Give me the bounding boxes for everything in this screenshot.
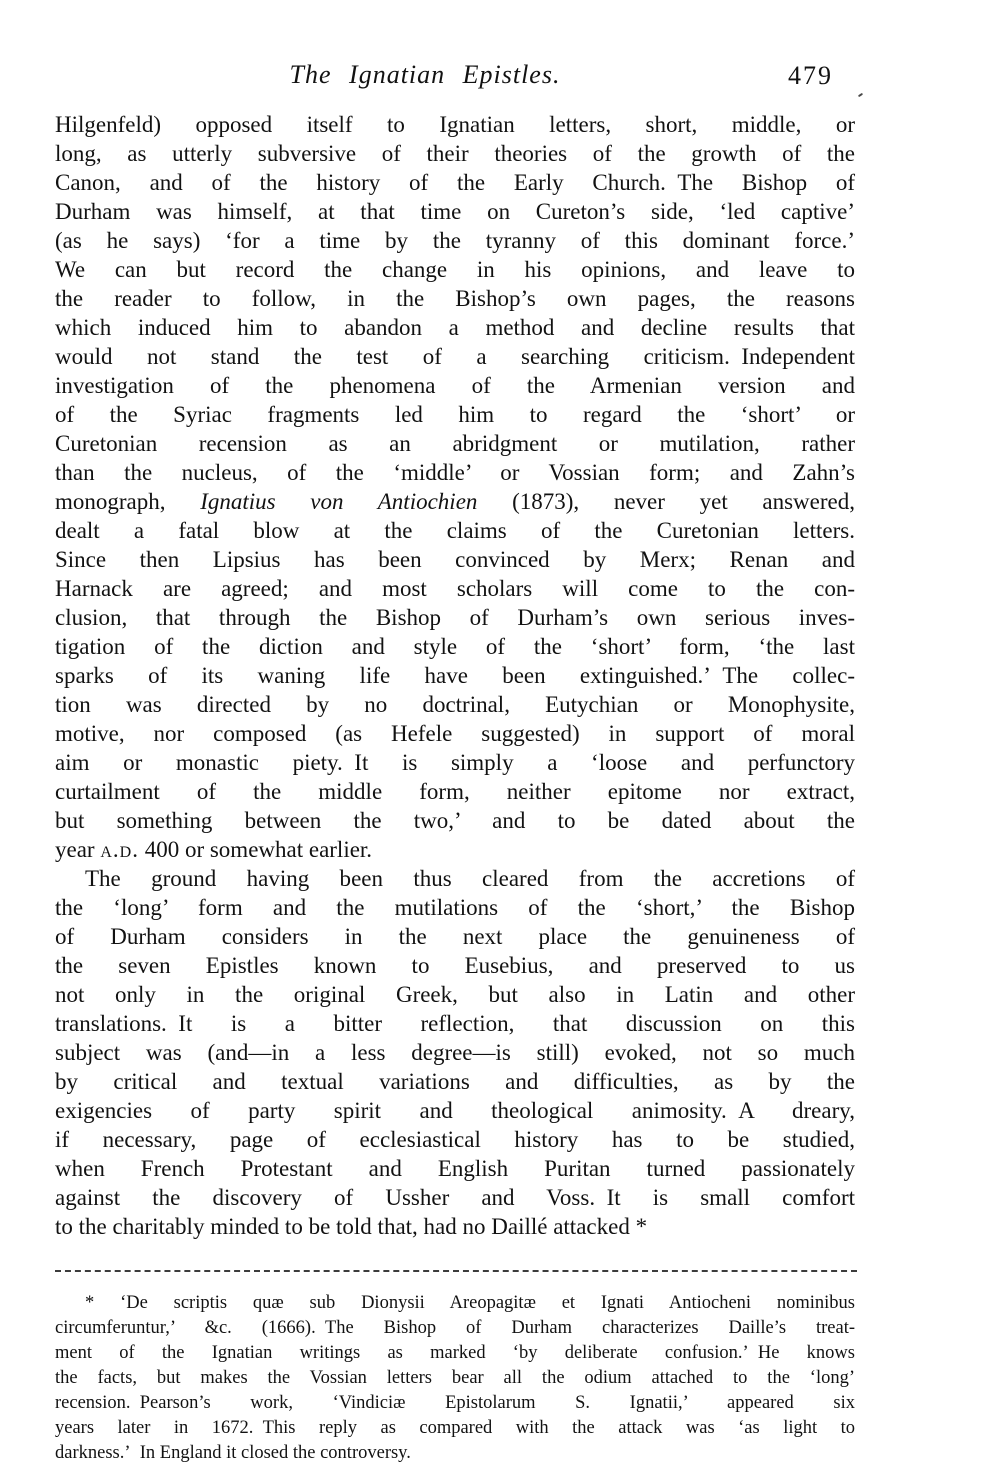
text-line: if necessary, page of ecclesiastical history has to be studied, <box>55 1127 855 1152</box>
text-line: the reader to follow, in the Bishop’s own pages, the reasons <box>55 286 855 311</box>
text-line: long, as utterly subversive of their theories of the growth of the <box>55 141 855 166</box>
text-line: sparks of its waning life have been extinguished.’ The collec- <box>55 663 855 688</box>
text-line: years later in 1672. This reply as compared with the attack was ‘as light to <box>55 1418 855 1438</box>
text-line: We can but record the change in his opinions, and leave to <box>55 257 855 282</box>
text-line: motive, nor composed (as Hefele suggested) in support of moral <box>55 721 855 746</box>
footnote-separator <box>55 1270 857 1272</box>
text-line: when French Protestant and English Puritan turned passionately <box>55 1156 855 1181</box>
text-line: clusion, that through the Bishop of Durham’s own serious inves- <box>55 605 855 630</box>
text-line: than the nucleus, of the ‘middle’ or Vossian form; and Zahn’s <box>55 460 855 485</box>
text-line: not only in the original Greek, but also in Latin and other <box>55 982 855 1007</box>
text-line: the facts, but makes the Vossian letters bear all the odium attached to the ‘long’ <box>55 1368 855 1388</box>
text-line: the ‘long’ form and the mutilations of the ‘short,’ the Bishop <box>55 895 855 920</box>
text-line: darkness.’ In England it closed the controversy. <box>55 1443 411 1463</box>
text-line: exigencies of party spirit and theological animosity. A dreary, <box>55 1098 855 1123</box>
text-line: of Durham considers in the next place the genuineness of <box>55 924 855 949</box>
text-line: against the discovery of Ussher and Voss. It is small comfort <box>55 1185 855 1210</box>
text-line: ment of the Ignatian writings as marked ‘by deliberate confusion.’ He knows <box>55 1343 855 1363</box>
page-header <box>55 60 855 102</box>
scan-artifact <box>858 93 863 98</box>
text-line: monograph, Ignatius von Antiochien (1873), never yet answered, <box>55 489 855 514</box>
page-number: 479 <box>788 61 833 90</box>
text-line: Harnack are agreed; and most scholars will come to the con- <box>55 576 855 601</box>
text-line: curtailment of the middle form, neither epitome nor extract, <box>55 779 855 804</box>
text-line: by critical and textual variations and difficulties, as by the <box>55 1069 855 1094</box>
text-line: aim or monastic piety. It is simply a ‘loose and perfunctory <box>55 750 855 775</box>
italic-text: Ignatius von Antiochien <box>200 489 478 514</box>
text-line: tion was directed by no doctrinal, Eutychian or Monophysite, <box>55 692 855 717</box>
text-line: would not stand the test of a searching criticism. Independent <box>55 344 855 369</box>
text-line: the seven Epistles known to Eusebius, and preserved to us <box>55 953 855 978</box>
text-line: of the Syriac fragments led him to regard the ‘short’ or <box>55 402 855 427</box>
text-line: investigation of the phenomena of the Armenian version and <box>55 373 855 398</box>
text-line: dealt a fatal blow at the claims of the Curetonian letters. <box>55 518 855 543</box>
text-line: recension. Pearson’s work, ‘Vindiciæ Epistolarum S. Ignatii,’ appeared six <box>55 1393 855 1413</box>
text-line: Since then Lipsius has been convinced by Merx; Renan and <box>55 547 855 572</box>
text-line: which induced him to abandon a method and decline results that <box>55 315 855 340</box>
smallcaps-text: a.d. <box>100 837 139 862</box>
text-line: to the charitably minded to be told that, had no Daillé attacked * <box>55 1214 648 1239</box>
text-line: * ‘De scriptis quæ sub Dionysii Areopagitæ et Ignati Antiocheni nominibus <box>85 1293 855 1313</box>
footnote-text <box>55 1291 855 1466</box>
body-text <box>55 110 855 1241</box>
text-line: year a.d. 400 or somewhat earlier. <box>55 837 373 862</box>
running-head-title: The Ignatian Epistles. <box>289 60 561 89</box>
text-line: translations. It is a bitter reflection, that discussion on this <box>55 1011 855 1036</box>
text-line: The ground having been thus cleared from the accretions of <box>85 866 855 891</box>
text-line: Canon, and of the history of the Early Church. The Bishop of <box>55 170 855 195</box>
text-line: tigation of the diction and style of the ‘short’ form, ‘the last <box>55 634 855 659</box>
text-line: Hilgenfeld) opposed itself to Ignatian letters, short, middle, or <box>55 112 855 137</box>
text-line: subject was (and—in a less degree—is still) evoked, not so much <box>55 1040 855 1065</box>
text-line: Durham was himself, at that time on Cureton’s side, ‘led captive’ <box>55 199 855 224</box>
text-line: Curetonian recension as an abridgment or mutilation, rather <box>55 431 855 456</box>
text-line: but something between the two,’ and to be dated about the <box>55 808 855 833</box>
text-line: circumferuntur,’ &c. (1666). The Bishop of Durham characterizes Daille’s treat- <box>55 1318 855 1338</box>
text-line: (as he says) ‘for a time by the tyranny of this dominant force.’ <box>55 228 855 253</box>
